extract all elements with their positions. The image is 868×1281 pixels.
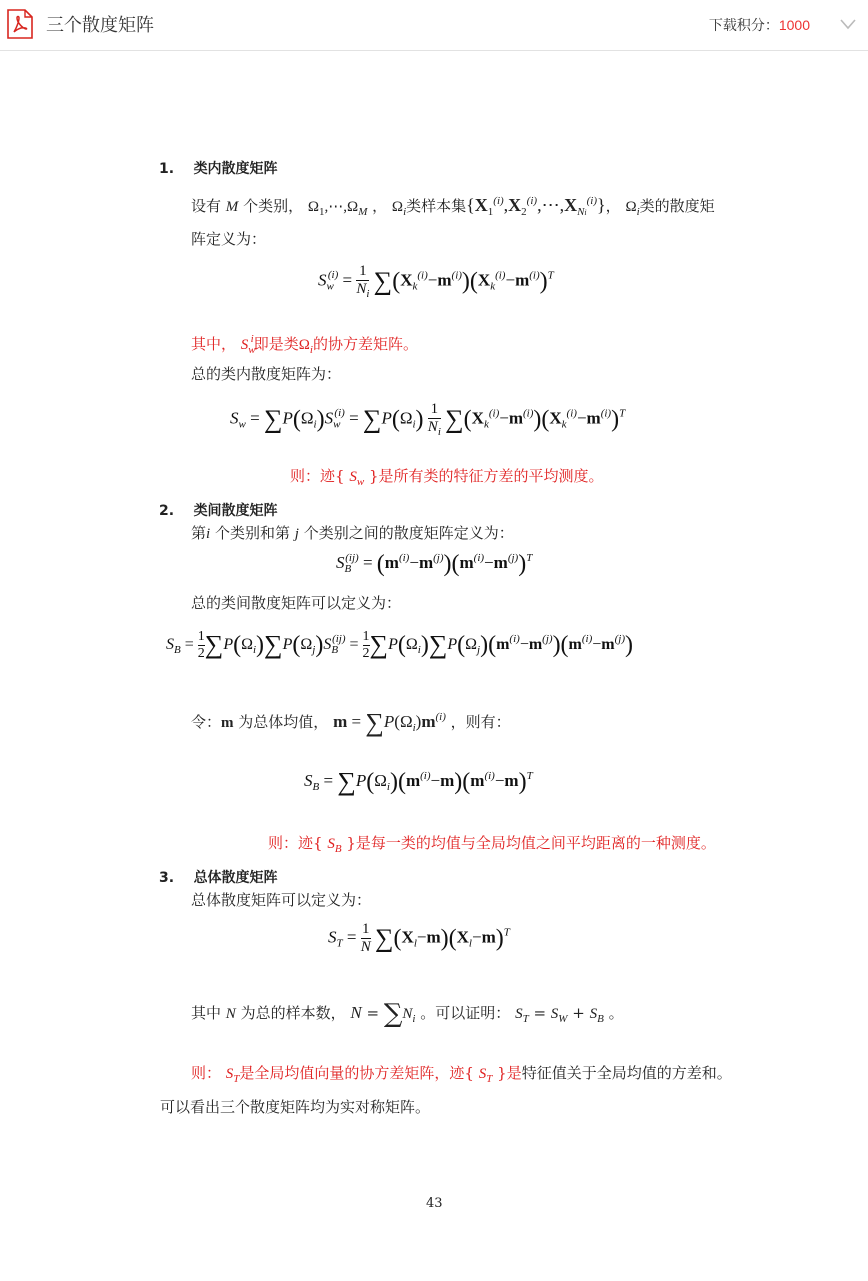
section-3-heading: 3. 总体散度矩阵 bbox=[159, 870, 278, 886]
sec3-paragraph: 总体散度矩阵可以定义为： bbox=[191, 891, 372, 909]
sec1-paragraph-line2: 阵定义为： bbox=[191, 230, 267, 248]
total-scatter-formula: $S_T$ = $\frac{1}{N} \sum(X_l-m)(X_l-m)^T$ bbox=[328, 921, 510, 955]
section-1-heading: 1. 类内散度矩阵 bbox=[159, 161, 278, 177]
page-number: 43 bbox=[426, 1196, 443, 1211]
sec1-conclusion: 则：迹{ $S_w$ }是所有类的特征方差的平均测度。 bbox=[290, 467, 604, 488]
document-title: 三个散度矩阵 bbox=[46, 15, 154, 35]
sec1-note: 其中， $S_w^i$即是类$\Omega_i$的协方差矩阵。 bbox=[191, 333, 418, 356]
pdf-file-icon bbox=[7, 9, 33, 39]
sec1-paragraph-line1: 设有 M 个类别， $\Omega_1,\cdots,\Omega_M$ ， $\Omega_i$类样本集$\{X_1^{(i)},X_2^{(i)},\cdots,X_{Ni}^{(i)}\}$， $\Omega_i$类的散度矩 bbox=[191, 195, 715, 218]
viewer-header bbox=[0, 0, 868, 51]
between-class-pair-formula: $S_B^{(ij)} = (m^{(i)}-m^{(j)})(m^{(i)}-m^{(j)})^T$ bbox=[336, 551, 533, 577]
pdf-page bbox=[0, 51, 868, 1281]
total-within-class-formula: $S_w = \sum P(\Omega_i)S_w^{(i)} = \sum P(\Omega_i)$ $\frac{1}{N_i} \sum(X_k^{(i)}-m^{(i)})(X_k^{(i)}-m^{(i)})^T$ bbox=[230, 401, 626, 438]
sec2-let-line: 令：m 为总体均值， $m = \sum P(\Omega_i)m^{(i)}$ ，则有： bbox=[191, 708, 511, 737]
sec2-total-label: 总的类间散度矩阵可以定义为： bbox=[191, 594, 402, 612]
sec3-sample-line: 其中 N 为总的样本数， $N = \sum N_i$ 。可以证明： $S_T = S_W + S_B$ 。 bbox=[191, 999, 624, 1029]
sec1-total-label: 总的类内散度矩阵为： bbox=[191, 365, 342, 383]
between-class-formula: $S_B = \sum P(\Omega_i)(m^{(i)}-m)(m^{(i)}-m)^T$ bbox=[304, 767, 533, 796]
chevron-down-icon[interactable] bbox=[840, 18, 856, 30]
sec2-conclusion: 则：迹{ $S_B$ }是每一类的均值与全局均值之间平均距离的一种测度。 bbox=[268, 834, 716, 855]
within-class-scatter-formula: $S_w^{(i)}$ = $\frac{1}{N_i} \sum(X_k^{(i)}-m^{(i)})(X_k^{(i)}-m^{(i)})^T$ bbox=[318, 263, 554, 300]
download-points: 下载积分：1000 bbox=[708, 17, 810, 33]
sec3-conclusion: 则： $S_T$是全局均值向量的协方差矩阵，迹{ $S_T$ }是特征值关于全局均值的方差和。 bbox=[191, 1064, 732, 1085]
final-remark: 可以看出三个散度矩阵均为实对称矩阵。 bbox=[160, 1098, 431, 1116]
sec2-paragraph: 第i 个类别和第 j 个类别之间的散度矩阵定义为： bbox=[191, 524, 514, 542]
section-2-heading: 2. 类间散度矩阵 bbox=[159, 503, 278, 519]
total-between-class-formula: $S_B$ = 1 $2\sum P(\Omega_i)\sum P(\Omega_j)S_B^{(ij)}$ = 1 $2\sum P(\Omega_i)\sum P(\Omega_j)(m^{(i)}-m^{(j)})(m^{(i)}-m^{(j)})$ bbox=[166, 629, 634, 661]
